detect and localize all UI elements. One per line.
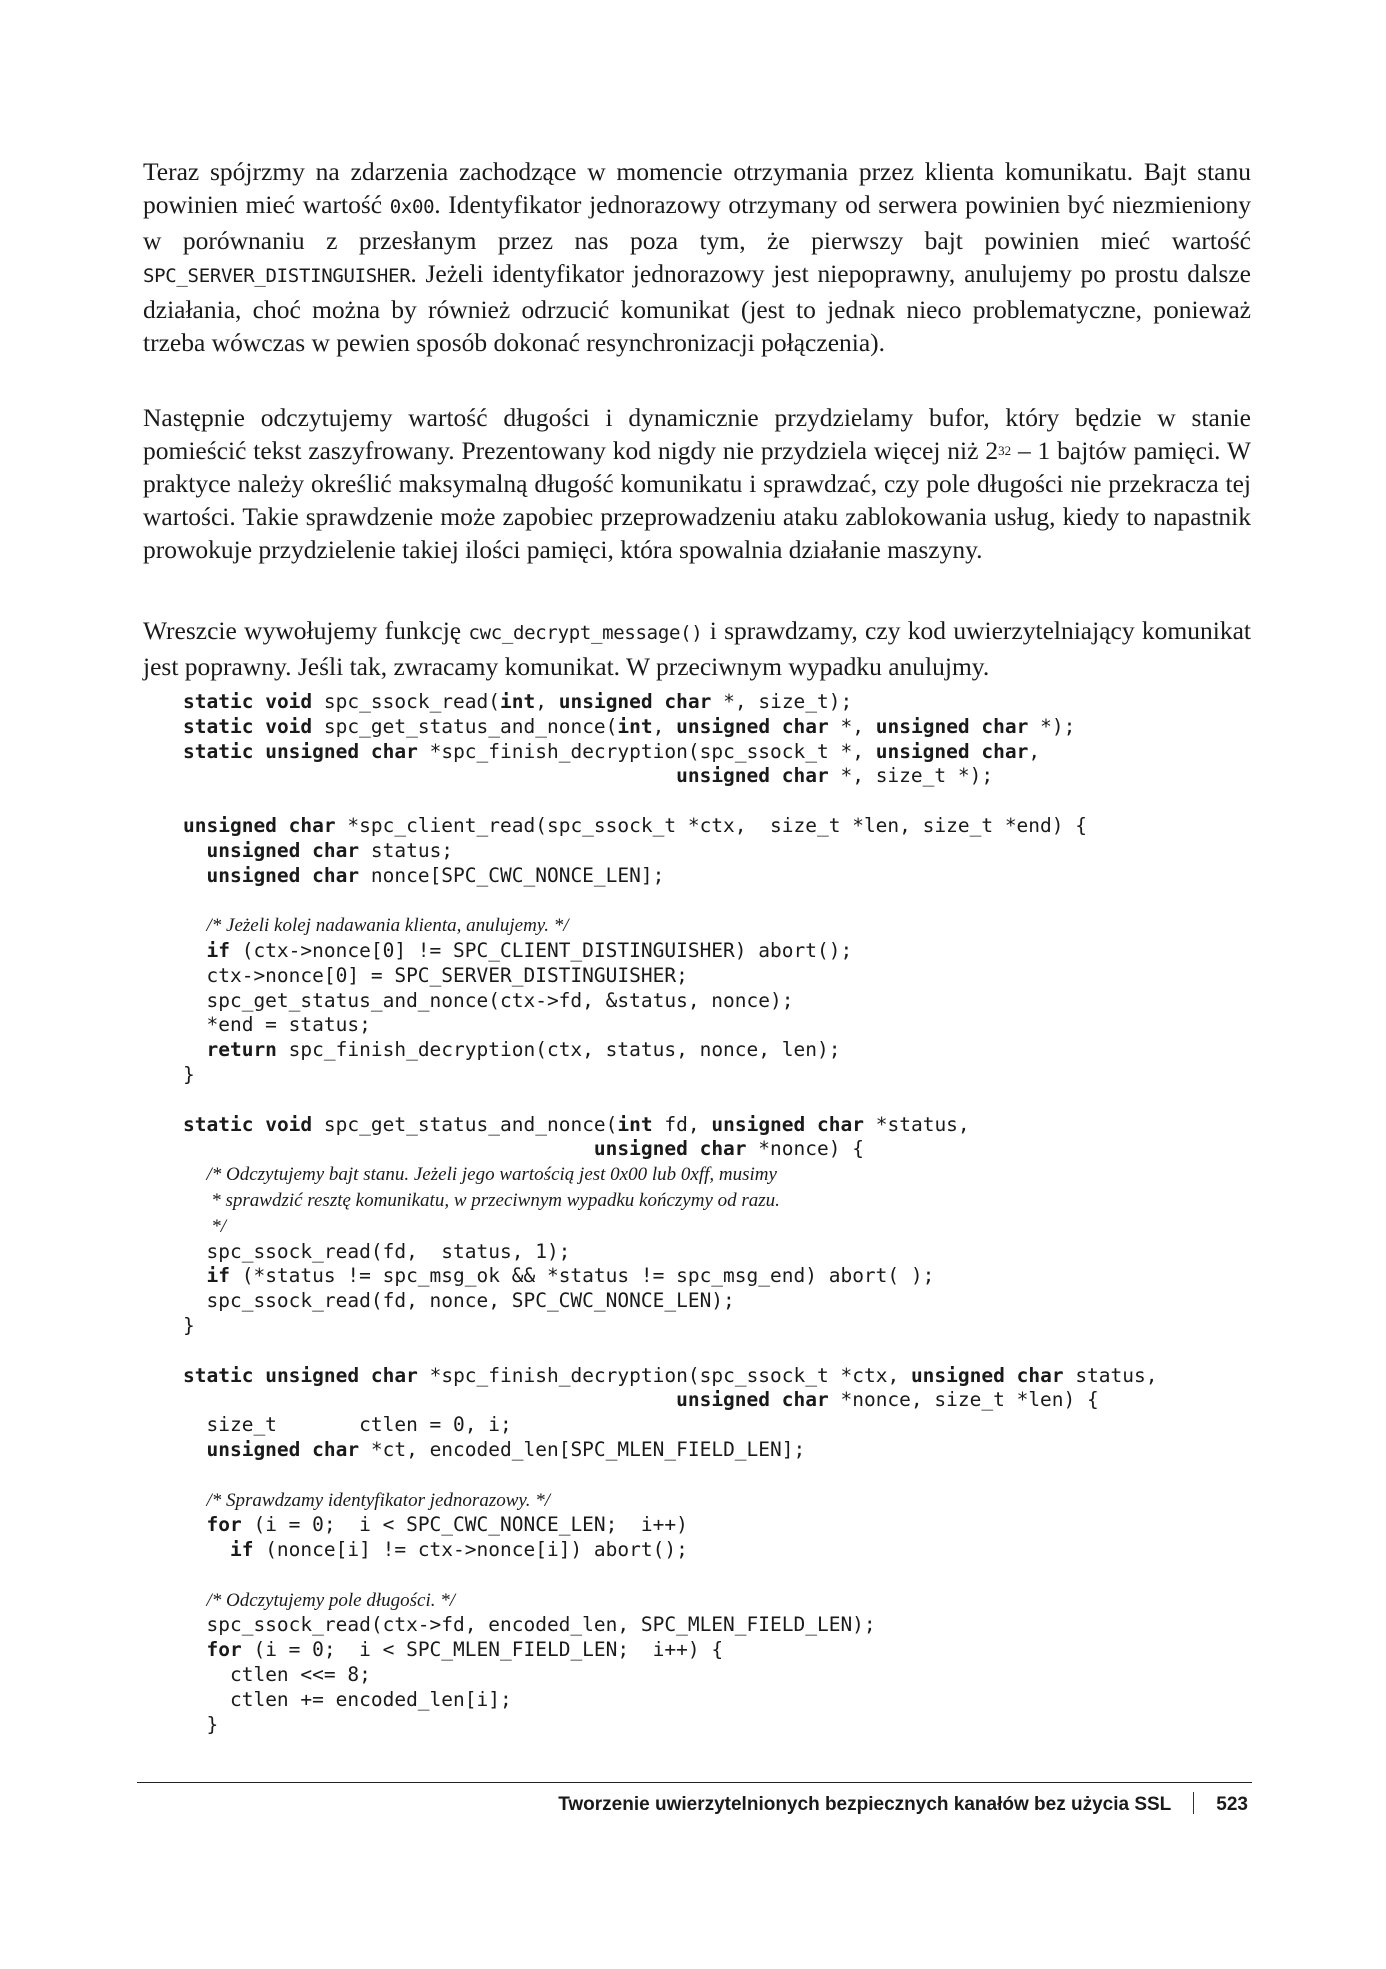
keyword: void: [265, 714, 313, 738]
keyword: if: [229, 1538, 254, 1562]
paragraph-status-byte: [143, 155, 1251, 359]
code-text: spc_get_status_and_nonce(: [312, 1112, 618, 1136]
keyword: static: [183, 739, 254, 763]
keyword: char: [288, 813, 336, 837]
keyword: unsigned: [676, 1388, 771, 1412]
text: Teraz spójrzmy na zdarzenia zachodzące w momencie otrzymania przez klienta komunikatu. Bajt stanu powinien mieć wartość: [143, 157, 1251, 219]
code-text: *nonce, size_t *len) {: [828, 1388, 1099, 1412]
keyword: static: [183, 1363, 254, 1387]
code-text: *nonce) {: [746, 1137, 864, 1161]
code-comment: /* Jeżeli kolej nadawania klienta, anulujemy. */: [206, 915, 569, 937]
keyword: char: [817, 1112, 864, 1136]
keyword: int: [617, 714, 653, 738]
keyword: void: [265, 1112, 313, 1136]
keyword: char: [312, 863, 360, 887]
keyword: char: [370, 739, 418, 763]
keyword: static: [183, 690, 254, 713]
code-brace: }: [206, 1712, 219, 1736]
code-comment: /* Odczytujemy pole długości. */: [206, 1589, 456, 1611]
code-text: *);: [1028, 714, 1076, 738]
keyword: unsigned: [206, 863, 301, 887]
inline-code: 0x00: [389, 196, 435, 218]
code-text: fd,: [652, 1112, 712, 1136]
code-text: (i = 0; i < SPC_MLEN_FIELD_LEN; i++) {: [241, 1638, 724, 1662]
text: Wreszcie wywołujemy funkcję: [143, 616, 469, 645]
keyword: static: [183, 1112, 254, 1136]
code-text: spc_ssock_read(fd, status, 1);: [206, 1239, 571, 1263]
keyword: char: [664, 690, 712, 713]
code-text: spc_finish_decryption(ctx, status, nonce, len);: [276, 1038, 841, 1062]
keyword: unsigned: [558, 690, 653, 713]
code-text: ctlen <<= 8;: [229, 1663, 371, 1687]
paragraph-decrypt: [143, 614, 1251, 683]
keyword: char: [1016, 1363, 1064, 1387]
paragraph-length-buffer: [143, 401, 1251, 566]
keyword: unsigned: [206, 838, 301, 862]
code-indent: [183, 764, 676, 787]
keyword: unsigned: [206, 1437, 301, 1461]
code-text: *end = status;: [206, 1013, 371, 1037]
code-indent: [183, 1137, 594, 1160]
keyword: void: [265, 690, 313, 713]
code-text: *, size_t *);: [828, 764, 994, 788]
keyword: unsigned: [711, 1112, 806, 1136]
code-text: (nonce[i] != ctx->nonce[i]) abort();: [253, 1538, 688, 1562]
code-text: spc_ssock_read(fd, nonce, SPC_CWC_NONCE_LEN);: [206, 1289, 735, 1313]
code-text: *spc_client_read(spc_ssock_t *ctx, size_t *len, size_t *end) {: [335, 813, 1087, 837]
keyword: unsigned: [265, 739, 360, 763]
keyword: char: [781, 764, 829, 788]
code-text: *spc_finish_decryption(spc_ssock_t *,: [417, 739, 876, 763]
keyword: char: [981, 714, 1029, 738]
keyword: unsigned: [676, 764, 771, 788]
keyword: char: [781, 714, 829, 738]
footer-title: Tworzenie uwierzytelnionych bezpiecznych kanałów bez użycia SSL: [558, 1794, 1172, 1815]
code-text: (*status != spc_msg_ok && *status != spc_msg_end) abort( );: [229, 1264, 935, 1288]
code-text: *,: [828, 714, 876, 738]
code-comment: /* Sprawdzamy identyfikator jednorazowy. */: [206, 1489, 551, 1511]
keyword: unsigned: [676, 714, 771, 738]
text: – 1 bajtów pamięci. W praktyce należy określić maksymalną długość komunikatu i sprawdzać, czy pole długości nie przekracza tej wartości. Takie sprawdzenie może zapobiec przeprowadzeniu ataku zablokowania usług, kiedy to napastnik prowokuje przydzielenie takiej ilości pamięci, która spowalnia działanie maszyny.: [143, 436, 1252, 564]
code-text: (i = 0; i < SPC_CWC_NONCE_LEN; i++): [241, 1513, 688, 1537]
keyword: unsigned: [593, 1137, 688, 1161]
code-brace: }: [183, 1062, 195, 1086]
keyword: int: [617, 1112, 653, 1136]
code-text: *spc_finish_decryption(spc_ssock_t *ctx,: [417, 1363, 911, 1387]
text: . Identyfikator jednorazowy otrzymany od serwera powinien być niezmieniony w porównaniu z przesłanym przez nas poza tym, że pierwszy bajt powinien mieć wartość: [143, 190, 1251, 255]
code-text: (ctx->nonce[0] != SPC_CLIENT_DISTINGUISHER) abort();: [229, 938, 853, 962]
running-footer: [558, 1792, 1248, 1816]
keyword: return: [206, 1038, 277, 1062]
keyword: for: [206, 1638, 242, 1662]
code-text: ctlen += encoded_len[i];: [229, 1687, 512, 1711]
keyword: if: [206, 938, 230, 962]
code-text: size_t ctlen = 0, i;: [206, 1413, 512, 1437]
code-text: status;: [359, 838, 454, 862]
code-text: spc_ssock_read(ctx->fd, encoded_len, SPC_MLEN_FIELD_LEN);: [206, 1613, 876, 1637]
code-text: ,: [652, 714, 677, 738]
power-exponent: 32: [998, 443, 1012, 458]
keyword: unsigned: [910, 1363, 1005, 1387]
code-text: *ct, encoded_len[SPC_MLEN_FIELD_LEN];: [359, 1437, 806, 1461]
code-comment: */: [206, 1215, 227, 1237]
code-text: spc_get_status_and_nonce(ctx->fd, &status, nonce);: [206, 988, 794, 1012]
code-text: spc_ssock_read(: [312, 690, 501, 713]
keyword: if: [206, 1264, 230, 1288]
code-text: ,: [1028, 739, 1041, 763]
code-text: *, size_t);: [711, 690, 853, 713]
keyword: for: [206, 1513, 242, 1537]
code-text: spc_get_status_and_nonce(: [312, 714, 618, 738]
code-comment: * sprawdzić resztę komunikatu, w przeciwnym wypadku kończymy od razu.: [206, 1189, 780, 1211]
code-text: *status,: [864, 1112, 970, 1136]
text: i sprawdzamy, czy kod uwierzytelniający komunikat jest poprawny. Jeśli tak, zwracamy komunikat. W przeciwnym wypadku anulujmy.: [143, 616, 1252, 681]
text: . Jeżeli identyfikator jednorazowy jest niepoprawny, anulujemy po prostu dalsze działania, choć można by również odrzucić komunikat (jest to jednak nieco problematyczne, ponieważ trzeba wówczas w pewien sposób dokonać resynchronizacji połączenia).: [143, 259, 1251, 357]
code-text: status,: [1063, 1363, 1158, 1387]
inline-code: cwc_decrypt_message(): [468, 622, 703, 644]
keyword: char: [370, 1363, 418, 1387]
keyword: char: [781, 1388, 829, 1412]
code-brace: }: [183, 1313, 195, 1337]
page-number: 523: [1216, 1794, 1248, 1815]
keyword: char: [699, 1137, 747, 1161]
power-base: 2: [985, 436, 999, 465]
keyword: unsigned: [875, 714, 970, 738]
code-indent: [183, 1388, 676, 1411]
footer-separator: [1193, 1792, 1194, 1814]
code-text: ctx->nonce[0] = SPC_SERVER_DISTINGUISHER;: [206, 963, 688, 987]
keyword: unsigned: [265, 1363, 360, 1387]
inline-code: SPC_SERVER_DISTINGUISHER: [143, 265, 411, 287]
keyword: unsigned: [875, 739, 970, 763]
code-text: nonce[SPC_CWC_NONCE_LEN];: [359, 863, 665, 887]
keyword: char: [312, 1437, 360, 1461]
keyword: int: [500, 690, 536, 713]
keyword: char: [312, 838, 360, 862]
keyword: unsigned: [183, 813, 277, 837]
code-listing: [183, 690, 1263, 1737]
text: Następnie odczytujemy wartość długości i dynamicznie przydzielamy bufor, który będzie w stanie pomieścić tekst zaszyfrowany. Prezentowany kod nigdy nie przydziela więcej niż: [143, 403, 1251, 465]
code-comment: /* Odczytujemy bajt stanu. Jeżeli jego wartością jest 0x00 lub 0xff, musimy: [206, 1164, 777, 1186]
keyword: char: [981, 739, 1029, 763]
keyword: static: [183, 714, 254, 738]
code-text: ,: [535, 690, 559, 713]
footer-divider: [137, 1782, 1252, 1783]
